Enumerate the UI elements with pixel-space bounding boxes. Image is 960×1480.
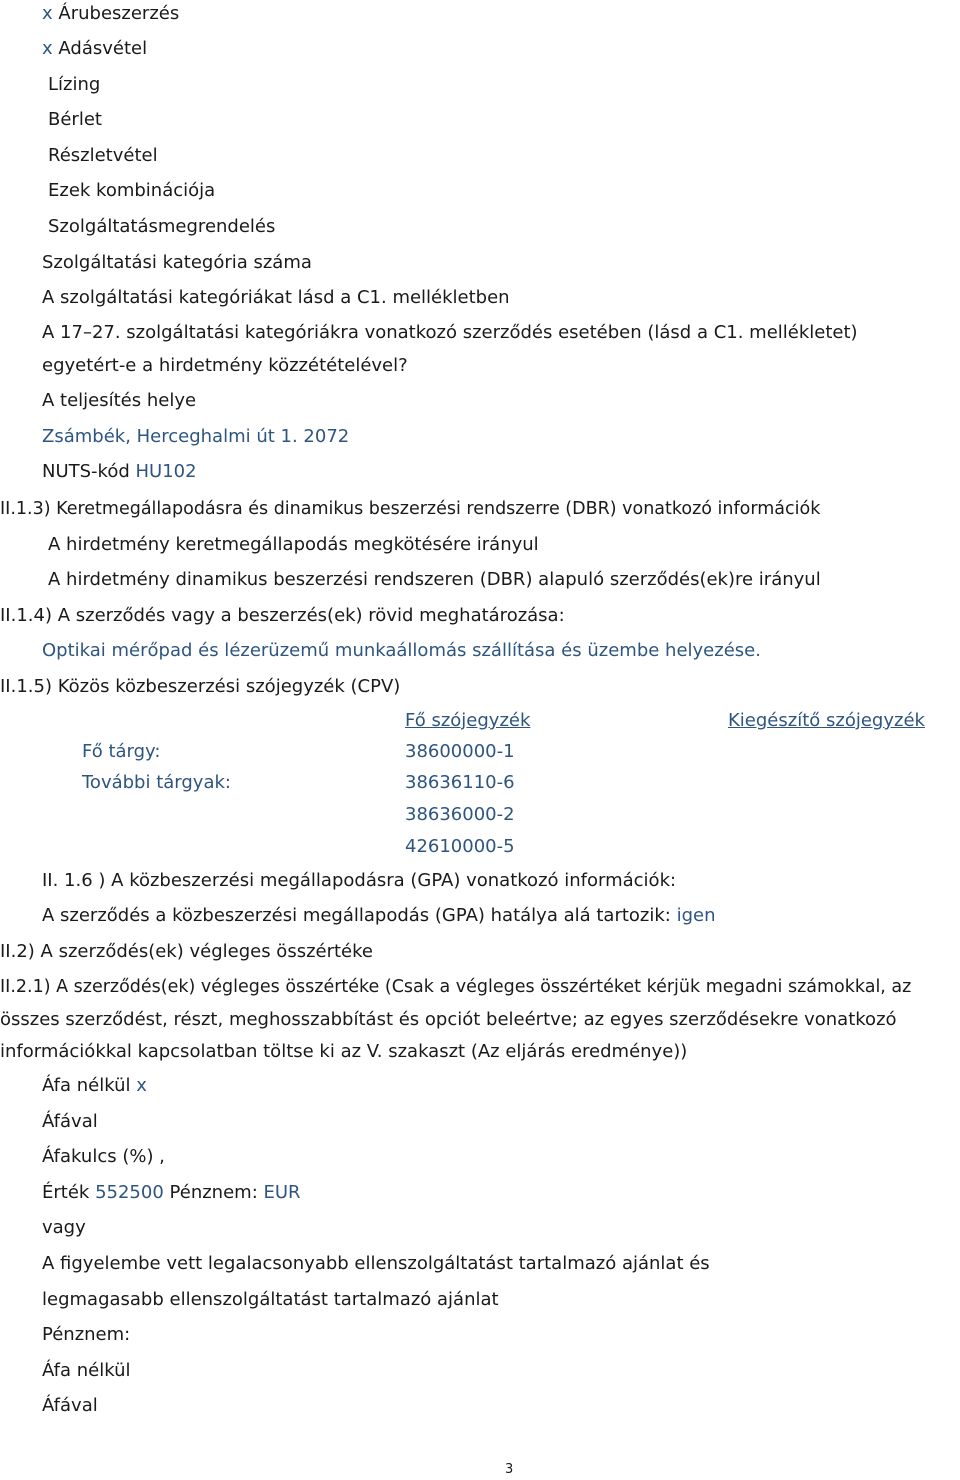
currency-label: Pénznem: [169, 1182, 258, 1203]
lowest-offer-line: A figyelembe vett legalacsonyabb ellenszolgáltatást tartalmazó ajánlat és [42, 1253, 710, 1274]
cpv-code: 38636000-2 [405, 804, 515, 825]
currency-label-2: Pénznem: [42, 1324, 131, 1345]
option-lizing: Lízing [48, 74, 101, 95]
section-22-heading: II.2) A szerződés(ek) végleges összértéke [0, 941, 373, 962]
option-arubeszerzes [42, 2, 179, 26]
option-szolgaltatas: Szolgáltatásmegrendelés [48, 216, 276, 237]
option-adasvetel [42, 37, 147, 61]
section-113-heading: II.1.3) Keretmegállapodásra és dinamikus beszerzési rendszerre (DBR) vonatkozó információk [0, 499, 821, 519]
value-row [42, 1181, 301, 1205]
service-question-line2: egyetért-e a hirdetmény közzétételével? [42, 355, 408, 376]
service-category-label: Szolgáltatási kategória száma [42, 252, 312, 273]
cpv-code: 38600000-1 [405, 741, 515, 762]
option-reszletvetel: Részletvétel [48, 145, 158, 166]
vat-rate-label: Áfakulcs (%) , [42, 1146, 165, 1167]
value-amount: 552500 [95, 1182, 164, 1203]
service-category-note: A szolgáltatási kategóriákat lásd a C1. mellékletben [42, 287, 510, 308]
section-116-heading: II. 1.6 ) A közbeszerzési megállapodásra (GPA) vonatkozó információk: [42, 870, 677, 891]
highest-offer-line: legmagasabb ellenszolgáltatást tartalmazó ajánlat [42, 1289, 499, 1310]
option-kombinacio: Ezek kombinációja [48, 180, 216, 201]
cpv-code: 38636110-6 [405, 772, 515, 793]
currency-value: EUR [263, 1182, 301, 1203]
nuts-value: HU102 [135, 461, 197, 482]
checked-mark: x [42, 3, 53, 24]
dps-line: A hirdetmény dinamikus beszerzési rendszeren (DBR) alapuló szerződés(ek)re irányul [48, 569, 821, 590]
or-label: vagy [42, 1217, 86, 1238]
short-description: Optikai mérőpad és lézerüzemű munkaállomás szállítása és üzembe helyezése. [42, 640, 761, 661]
framework-line: A hirdetmény keretmegállapodás megkötésére irányul [48, 534, 539, 555]
option-berlet: Bérlet [48, 109, 102, 130]
vat-excl-label-2: Áfa nélkül [42, 1360, 131, 1381]
checked-mark: x [42, 38, 53, 59]
cpv-code: 42610000-5 [405, 836, 515, 857]
gpa-text: A szerződés a közbeszerzési megállapodás (GPA) hatálya alá tartozik: [42, 905, 671, 926]
section-115-heading: II.1.5) Közös közbeszerzési szójegyzék (CPV) [0, 676, 401, 697]
page-number: 3 [505, 1462, 514, 1477]
nuts-row [42, 460, 197, 484]
section-221-line: II.2.1) A szerződés(ek) végleges összértéke (Csak a végleges összértéket kérjük megadni számokkal, az [0, 977, 912, 997]
nuts-label: NUTS-kód [42, 461, 130, 482]
place-label: A teljesítés helye [42, 390, 197, 411]
vat-incl-label-2: Áfával [42, 1395, 98, 1416]
value-label: Érték [42, 1182, 90, 1203]
checked-mark: x [136, 1075, 147, 1096]
cpv-main-object-label: Fő tárgy: [82, 741, 161, 762]
vat-excl-label: Áfa nélkül [42, 1075, 131, 1096]
section-114-heading: II.1.4) A szerződés vagy a beszerzés(ek) rövid meghatározása: [0, 605, 565, 626]
section-221-line: összes szerződést, részt, meghosszabbítást és opciót beleértve; az egyes szerződésekre vonatkozó [0, 1009, 897, 1030]
place-value: Zsámbék, Herceghalmi út 1. 2072 [42, 426, 350, 447]
vat-incl-label: Áfával [42, 1111, 98, 1132]
option-label: Adásvétel [58, 38, 148, 59]
cpv-additional-objects-label: További tárgyak: [82, 772, 231, 793]
option-label: Árubeszerzés [58, 3, 180, 24]
gpa-value: igen [676, 905, 716, 926]
gpa-row [42, 904, 716, 928]
section-221-line: információkkal kapcsolatban töltse ki az V. szakaszt (Az eljárás eredménye)) [0, 1041, 688, 1062]
vat-excl-row [42, 1074, 147, 1098]
service-question-line1: A 17–27. szolgáltatási kategóriákra vonatkozó szerződés esetében (lásd a C1. mellékletet) [42, 322, 858, 343]
cpv-supp-vocab-header: Kiegészítő szójegyzék [728, 710, 925, 731]
cpv-main-vocab-header: Fő szójegyzék [405, 710, 531, 731]
